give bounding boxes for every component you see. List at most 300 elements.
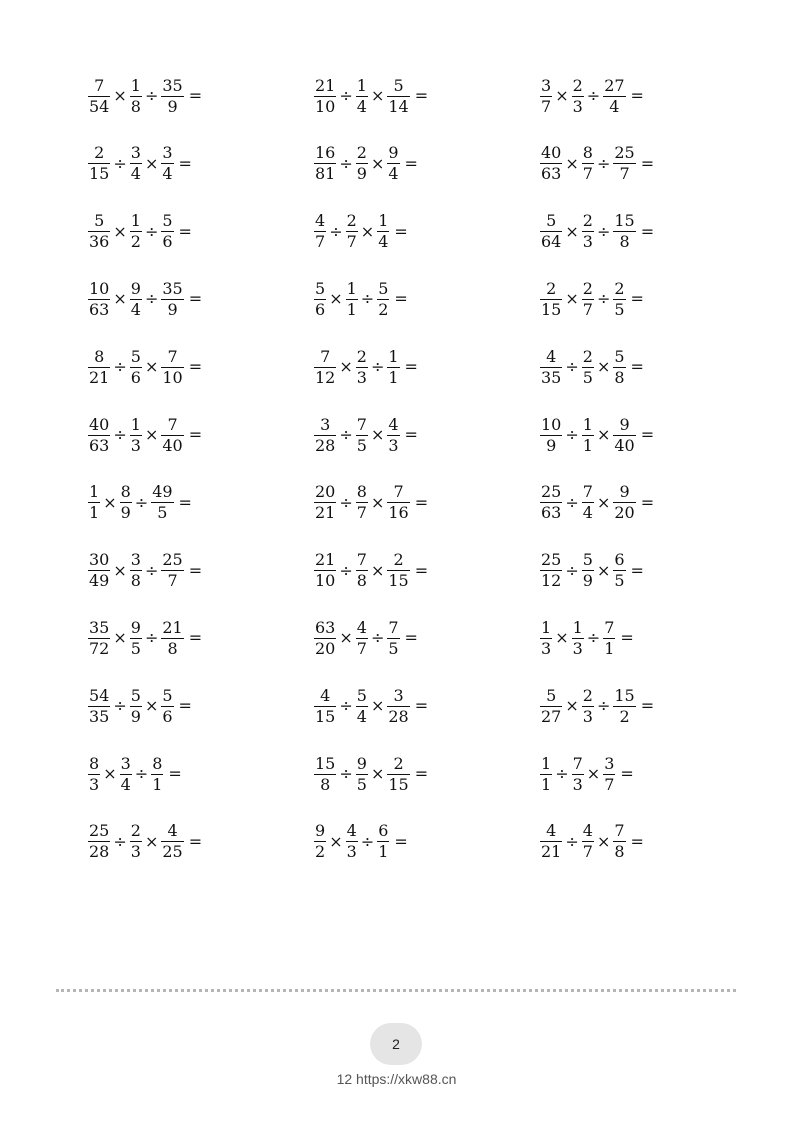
fraction (377, 823, 389, 860)
numerator: 7 (167, 414, 178, 434)
multiply-operator: × (596, 560, 611, 580)
divide-operator: ÷ (113, 696, 127, 716)
divide-operator: ÷ (565, 425, 579, 444)
numerator: 15 (614, 685, 635, 705)
fraction (540, 685, 562, 726)
numerator: 7 (356, 414, 367, 434)
fraction (151, 484, 173, 521)
numerator: 9 (130, 278, 141, 298)
denominator: 40 (614, 435, 635, 455)
numerator: 6 (378, 821, 389, 841)
page-number: 2 (392, 1036, 400, 1052)
equals-sign: = (178, 696, 192, 716)
denominator: 6 (162, 706, 173, 726)
denominator: 9 (167, 96, 178, 116)
multiply-operator: × (596, 425, 611, 444)
fraction (356, 346, 368, 387)
equals-sign: = (394, 831, 408, 851)
multiply-operator: × (103, 492, 117, 512)
multiply-operator: × (144, 425, 159, 444)
numerator: 20 (315, 482, 336, 502)
divide-operator: ÷ (360, 831, 375, 851)
multiply-operator: × (370, 425, 385, 444)
divide-operator: ÷ (339, 425, 353, 444)
denominator: 5 (582, 367, 593, 387)
numerator: 25 (541, 482, 562, 502)
equals-sign: = (188, 357, 203, 377)
fraction (387, 75, 409, 116)
denominator: 16 (388, 503, 409, 523)
denominator: 2 (378, 299, 389, 319)
multiply-operator: × (113, 560, 127, 580)
divide-operator: ÷ (555, 764, 569, 783)
divide-operator: ÷ (586, 628, 601, 648)
divide-operator: ÷ (339, 153, 353, 173)
fraction (387, 552, 409, 589)
fraction (572, 617, 584, 658)
denominator: 63 (541, 503, 562, 523)
multiply-operator: × (144, 153, 159, 173)
denominator: 3 (130, 435, 141, 455)
divide-operator: ÷ (370, 628, 385, 648)
equals-sign: = (414, 86, 429, 105)
numerator: 25 (89, 821, 110, 841)
fraction (582, 414, 594, 455)
numerator: 35 (162, 278, 183, 298)
multiply-operator: × (586, 764, 601, 783)
fraction (582, 823, 594, 860)
numerator: 25 (541, 550, 562, 570)
numerator: 7 (94, 75, 105, 95)
denominator: 8 (614, 842, 625, 862)
numerator: 9 (356, 753, 367, 773)
denominator: 21 (89, 367, 110, 387)
fraction (540, 552, 562, 589)
numerator: 2 (614, 278, 625, 298)
numerator: 4 (315, 211, 326, 231)
denominator: 25 (162, 842, 183, 862)
fraction (613, 346, 625, 387)
denominator: 9 (130, 706, 141, 726)
denominator: 8 (167, 638, 178, 658)
problem-item (88, 138, 192, 190)
numerator: 9 (388, 143, 399, 163)
fraction (387, 145, 399, 182)
denominator: 15 (388, 571, 409, 591)
numerator: 7 (572, 753, 583, 773)
equals-sign: = (630, 560, 644, 580)
fraction (377, 278, 389, 319)
fraction (88, 552, 110, 589)
equals-sign: = (414, 764, 429, 783)
numerator: 7 (582, 482, 593, 502)
denominator: 20 (614, 503, 635, 523)
numerator: 7 (167, 346, 178, 366)
divide-operator: ÷ (565, 357, 579, 377)
divide-operator: ÷ (144, 86, 159, 105)
numerator: 25 (162, 550, 183, 570)
numerator: 4 (167, 821, 178, 841)
numerator: 2 (393, 753, 404, 773)
problem-item (540, 206, 654, 258)
fraction (356, 145, 368, 182)
multiply-operator: × (596, 357, 611, 377)
problem-item (88, 816, 202, 868)
denominator: 5 (356, 435, 367, 455)
equals-sign: = (178, 153, 192, 173)
denominator: 5 (614, 299, 625, 319)
denominator: 5 (614, 571, 625, 591)
equals-sign: = (168, 764, 182, 783)
numerator: 27 (604, 75, 625, 95)
denominator: 14 (388, 96, 409, 116)
denominator: 27 (541, 706, 562, 726)
denominator: 3 (572, 96, 583, 116)
dotted-divider (56, 989, 736, 992)
denominator: 21 (541, 842, 562, 862)
denominator: 20 (315, 638, 336, 658)
page-number-badge (370, 1023, 422, 1065)
denominator: 4 (130, 299, 141, 319)
divide-operator: ÷ (134, 492, 149, 512)
numerator: 9 (619, 482, 630, 502)
problem-item (540, 341, 644, 393)
denominator: 3 (356, 367, 367, 387)
denominator: 4 (388, 164, 399, 184)
fraction (314, 145, 336, 182)
numerator: 5 (130, 685, 141, 705)
multiply-operator: × (103, 764, 117, 783)
fraction (356, 414, 368, 455)
denominator: 9 (582, 571, 593, 591)
denominator: 10 (162, 367, 183, 387)
numerator: 1 (346, 278, 357, 298)
multiply-operator: × (555, 628, 569, 648)
fraction (582, 213, 594, 250)
numerator: 7 (604, 617, 615, 637)
numerator: 2 (572, 75, 583, 95)
divide-operator: ÷ (113, 153, 127, 173)
equals-sign: = (640, 221, 655, 241)
divide-operator: ÷ (144, 560, 159, 580)
denominator: 3 (572, 774, 583, 794)
problem-item (314, 70, 428, 122)
denominator: 5 (356, 774, 367, 794)
problem-item (314, 138, 418, 190)
numerator: 35 (162, 75, 183, 95)
fraction (130, 552, 142, 589)
numerator: 10 (541, 414, 562, 434)
numerator: 4 (388, 414, 399, 434)
divide-operator: ÷ (113, 357, 127, 377)
fraction (88, 414, 110, 455)
problem-item (540, 748, 634, 800)
numerator: 2 (356, 143, 367, 163)
fraction (356, 552, 368, 589)
numerator: 8 (582, 143, 593, 163)
equals-sign: = (640, 696, 655, 716)
fraction (88, 823, 110, 860)
divide-operator: ÷ (144, 221, 159, 241)
denominator: 3 (541, 638, 552, 658)
problem-item (540, 70, 644, 122)
numerator: 54 (89, 685, 110, 705)
denominator: 4 (582, 503, 593, 523)
numerator: 25 (614, 143, 635, 163)
fraction (130, 414, 142, 455)
fraction (582, 278, 594, 319)
fraction (356, 753, 368, 794)
denominator: 8 (320, 774, 331, 794)
fraction (540, 484, 562, 521)
problem-item (314, 341, 418, 393)
fraction (540, 346, 562, 387)
multiply-operator: × (113, 628, 127, 648)
fraction (582, 484, 594, 521)
denominator: 15 (388, 774, 409, 794)
fraction (613, 213, 635, 250)
multiply-operator: × (113, 221, 127, 241)
divide-operator: ÷ (586, 86, 601, 105)
fraction (613, 414, 635, 455)
numerator: 3 (162, 143, 173, 163)
equals-sign: = (630, 831, 644, 851)
equals-sign: = (620, 764, 634, 783)
fraction (603, 753, 615, 794)
multiply-operator: × (144, 696, 159, 716)
divide-operator: ÷ (144, 628, 159, 648)
numerator: 8 (120, 482, 131, 502)
equals-sign: = (188, 289, 203, 309)
denominator: 35 (541, 367, 562, 387)
fraction (88, 75, 110, 116)
denominator: 3 (582, 706, 593, 726)
equals-sign: = (630, 357, 644, 377)
numerator: 5 (130, 346, 141, 366)
multiply-operator: × (339, 628, 353, 648)
denominator: 4 (378, 232, 389, 252)
denominator: 8 (619, 232, 630, 252)
multiply-operator: × (565, 221, 579, 241)
problem-item (314, 206, 408, 258)
denominator: 81 (315, 164, 336, 184)
numerator: 4 (356, 617, 367, 637)
denominator: 4 (609, 96, 620, 116)
fraction (540, 617, 552, 658)
denominator: 3 (346, 842, 357, 862)
numerator: 1 (541, 753, 552, 773)
numerator: 7 (356, 550, 367, 570)
multiply-operator: × (144, 357, 159, 377)
equals-sign: = (414, 696, 429, 716)
divide-operator: ÷ (370, 357, 385, 377)
fraction (572, 75, 584, 116)
numerator: 4 (320, 685, 331, 705)
fraction (314, 213, 326, 250)
fraction (161, 414, 183, 455)
fraction (151, 753, 163, 794)
numerator: 5 (162, 211, 173, 231)
denominator: 7 (604, 774, 615, 794)
fraction (613, 484, 635, 521)
problem-item (314, 273, 408, 325)
numerator: 1 (130, 211, 141, 231)
multiply-operator: × (329, 831, 343, 851)
fraction (540, 145, 562, 182)
equals-sign: = (414, 560, 429, 580)
numerator: 30 (89, 550, 110, 570)
numerator: 7 (320, 346, 331, 366)
denominator: 1 (152, 774, 163, 794)
denominator: 10 (315, 96, 336, 116)
multiply-operator: × (339, 357, 353, 377)
numerator: 7 (393, 482, 404, 502)
problem-item (540, 409, 654, 461)
multiply-operator: × (565, 289, 579, 309)
multiply-operator: × (360, 221, 375, 241)
denominator: 12 (541, 571, 562, 591)
fraction (346, 213, 358, 250)
fraction (88, 346, 110, 387)
problem-item (88, 748, 182, 800)
fraction (88, 617, 110, 658)
problem-item (88, 545, 202, 597)
numerator: 1 (388, 346, 399, 366)
denominator: 4 (120, 774, 131, 794)
denominator: 36 (89, 232, 110, 252)
multiply-operator: × (370, 560, 385, 580)
numerator: 5 (162, 685, 173, 705)
numerator: 1 (89, 482, 100, 502)
denominator: 3 (130, 842, 141, 862)
multiply-operator: × (555, 86, 569, 105)
denominator: 3 (582, 232, 593, 252)
numerator: 21 (315, 550, 336, 570)
numerator: 7 (614, 821, 625, 841)
denominator: 7 (167, 571, 178, 591)
equals-sign: = (640, 492, 655, 512)
denominator: 4 (162, 164, 173, 184)
numerator: 2 (546, 278, 557, 298)
numerator: 3 (604, 753, 615, 773)
denominator: 7 (356, 503, 367, 523)
problem-item (88, 206, 192, 258)
denominator: 2 (619, 706, 630, 726)
divide-operator: ÷ (113, 831, 127, 851)
denominator: 54 (89, 96, 110, 116)
equals-sign: = (178, 492, 192, 512)
denominator: 28 (89, 842, 110, 862)
fraction (314, 414, 336, 455)
fraction (387, 753, 409, 794)
fraction (314, 685, 336, 726)
problem-item (88, 70, 202, 122)
fraction (161, 145, 173, 182)
problem-item (540, 477, 654, 529)
numerator: 4 (546, 346, 557, 366)
numerator: 6 (614, 550, 625, 570)
numerator: 4 (582, 821, 593, 841)
problem-item (88, 341, 202, 393)
fraction (161, 685, 173, 726)
numerator: 40 (541, 143, 562, 163)
numerator: 1 (572, 617, 583, 637)
numerator: 5 (356, 685, 367, 705)
fraction (88, 213, 110, 250)
denominator: 1 (541, 774, 552, 794)
numerator: 2 (346, 211, 357, 231)
numerator: 1 (582, 414, 593, 434)
denominator: 72 (89, 638, 110, 658)
numerator: 5 (378, 278, 389, 298)
equals-sign: = (404, 357, 418, 377)
fraction (582, 552, 594, 589)
problem-item (88, 273, 202, 325)
denominator: 7 (346, 232, 357, 252)
problem-item (314, 612, 418, 664)
denominator: 3 (388, 435, 399, 455)
denominator: 8 (614, 367, 625, 387)
fraction (540, 753, 552, 794)
fraction (88, 145, 110, 182)
footer-url: 12 https://xkw88.cn (336, 1071, 457, 1087)
denominator: 1 (378, 842, 389, 862)
denominator: 2 (130, 232, 141, 252)
fraction (161, 75, 183, 116)
numerator: 9 (130, 617, 141, 637)
numerator: 40 (89, 414, 110, 434)
denominator: 63 (89, 435, 110, 455)
denominator: 63 (89, 299, 110, 319)
denominator: 1 (346, 299, 357, 319)
divide-operator: ÷ (329, 221, 343, 241)
denominator: 1 (89, 503, 100, 523)
problem-item (314, 680, 428, 732)
problem-item (88, 409, 202, 461)
denominator: 3 (572, 638, 583, 658)
equals-sign: = (414, 492, 429, 512)
multiply-operator: × (370, 764, 385, 783)
denominator: 5 (388, 638, 399, 658)
numerator: 10 (89, 278, 110, 298)
multiply-operator: × (565, 153, 579, 173)
equals-sign: = (404, 153, 418, 173)
equals-sign: = (620, 628, 634, 648)
denominator: 6 (162, 232, 173, 252)
numerator: 5 (315, 278, 326, 298)
denominator: 1 (388, 367, 399, 387)
fraction (130, 145, 142, 182)
fraction (582, 346, 594, 387)
fraction (314, 278, 326, 319)
equals-sign: = (188, 560, 203, 580)
numerator: 1 (130, 75, 141, 95)
fraction (130, 823, 142, 860)
problem-item (314, 545, 428, 597)
equals-sign: = (394, 289, 408, 309)
problem-item (540, 816, 644, 868)
divide-operator: ÷ (339, 492, 353, 512)
fraction (387, 346, 399, 387)
denominator: 4 (356, 706, 367, 726)
denominator: 21 (315, 503, 336, 523)
fraction (387, 617, 399, 658)
fraction (130, 685, 142, 726)
fraction (161, 823, 183, 860)
numerator: 2 (130, 821, 141, 841)
denominator: 7 (619, 164, 630, 184)
equals-sign: = (404, 628, 418, 648)
